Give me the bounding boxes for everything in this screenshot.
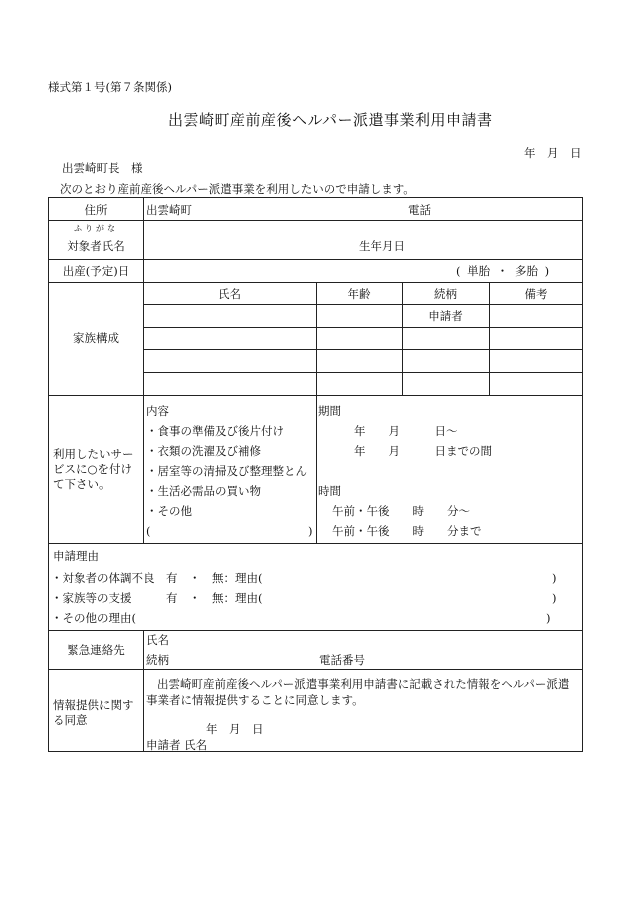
family-header-notes: 備考	[524, 287, 548, 301]
emergency-relation-label: 続柄	[146, 653, 169, 667]
reason-family-close: )	[552, 591, 557, 605]
consent-signature: 申請者 氏名	[146, 738, 208, 752]
reason-family-support: ・家族等の支援 有 ・ 無：理由(	[51, 591, 263, 605]
service-item: ・衣類の洗濯及び補修	[146, 444, 261, 458]
row-divider	[49, 630, 583, 631]
family-header-name: 氏名	[218, 287, 241, 301]
content-header: 内容	[146, 404, 169, 418]
service-item: ・生活必需品の買い物	[146, 484, 261, 498]
family-row-divider	[143, 372, 583, 373]
row-divider	[49, 220, 583, 221]
birth-type: ( 単胎 ・ 多胎 )	[456, 264, 550, 278]
consent-label-line2: る同意	[53, 713, 88, 727]
subject-name-label: 対象者氏名	[67, 239, 125, 253]
label-column-divider	[143, 198, 144, 543]
family-header-age: 年齢	[347, 287, 371, 301]
address-label: 住所	[84, 203, 108, 217]
reasons-header: 申請理由	[53, 549, 99, 563]
time-header: 時間	[318, 484, 341, 498]
reason-health-close: )	[552, 571, 557, 585]
services-label-line2: ビスに○を付け	[53, 462, 133, 476]
period-from: 年 月 日～	[354, 424, 458, 438]
furigana-label: ふりがな	[74, 224, 118, 233]
phone-label: 電話	[408, 203, 431, 217]
consent-date: 年 月 日	[206, 722, 264, 736]
addressee: 出雲崎町長 様	[62, 161, 143, 175]
consent-text-line1: 出雲崎町産前産後ヘルパー派遣事業利用申請書に記載された情報をヘルパー派遣	[157, 677, 570, 691]
intro-text: 次のとおり産前産後ヘルパー派遣事業を利用したいので申請します。	[60, 182, 415, 196]
service-item: ・食事の準備及び後片付け	[146, 424, 284, 438]
birthdate-label: 生年月日	[359, 239, 405, 253]
family-row-divider	[143, 304, 583, 305]
other-open-paren: (	[146, 524, 151, 538]
reason-health: ・対象者の体調不良 有 ・ 無：理由(	[51, 571, 263, 585]
reason-other-close: )	[546, 611, 551, 625]
row-divider	[49, 669, 583, 670]
emergency-name-label: 氏名	[146, 633, 169, 647]
service-column-divider	[316, 395, 317, 543]
family-header-relation: 続柄	[434, 287, 457, 301]
service-item: ・居室等の清掃及び整理整とん	[146, 464, 307, 478]
address-value: 出雲崎町	[146, 203, 192, 217]
family-label: 家族構成	[73, 331, 119, 345]
reason-other: ・その他の理由(	[51, 611, 136, 625]
form-number: 様式第１号(第７条関係)	[48, 80, 172, 94]
row-divider	[49, 543, 583, 544]
consent-label-line1: 情報提供に関す	[53, 698, 134, 712]
time-from: 午前・午後 時 分～	[332, 504, 470, 518]
due-date-label: 出産(予定)日	[62, 264, 130, 278]
row-divider	[49, 259, 583, 260]
emergency-phone-label: 電話番号	[319, 653, 365, 667]
applicant-relation: 申請者	[428, 309, 463, 323]
period-to: 年 月 日までの間	[354, 444, 492, 458]
other-close-paren: )	[308, 524, 313, 538]
date-line: 年 月 日	[524, 146, 582, 160]
period-header: 期間	[318, 404, 341, 418]
family-row-divider	[143, 349, 583, 350]
consent-text-line2: 事業者に情報提供することに同意します。	[146, 693, 364, 707]
document-title: 出雲崎町産前産後ヘルパー派遣事業利用申請書	[168, 111, 493, 129]
label-column-divider	[143, 630, 144, 752]
services-label-line3: て下さい。	[53, 477, 111, 491]
application-form-table	[48, 197, 583, 752]
emergency-label: 緊急連絡先	[67, 643, 125, 657]
service-item: ・その他	[146, 504, 192, 518]
time-to: 午前・午後 時 分まで	[332, 524, 482, 538]
services-label-line1: 利用したいサー	[53, 447, 134, 461]
family-row-divider	[143, 327, 583, 328]
